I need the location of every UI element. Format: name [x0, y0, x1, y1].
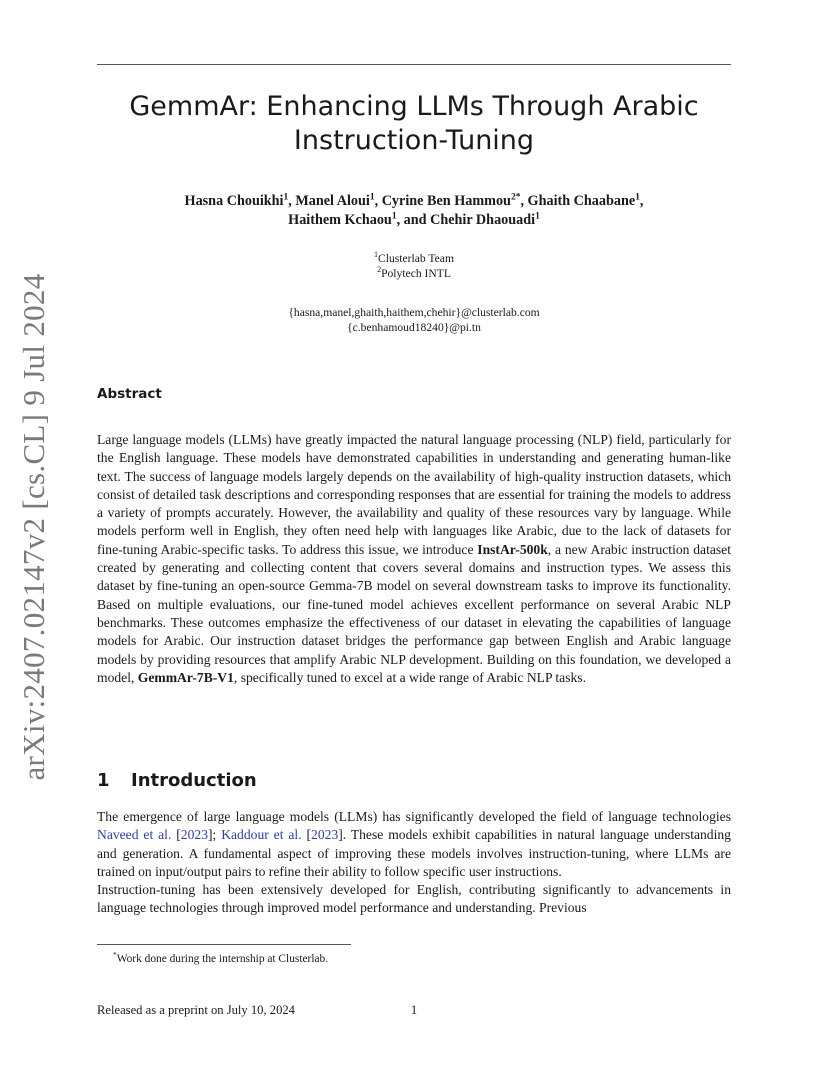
paper-title-text: GemmAr: Enhancing LLMs Through Arabic Instruction-Tuning: [129, 91, 699, 156]
author-name: Ghaith Chaabane: [527, 193, 636, 209]
citation-naveed[interactable]: Naveed et al.: [97, 827, 172, 843]
abstract-text-3: , specifically tuned to excel at a wide range of Arabic NLP tasks.: [233, 669, 586, 685]
author-separator: , and: [396, 212, 431, 228]
email-line-1: {hasna,manel,ghaith,haithem,chehir}@clusterlab.com: [288, 306, 540, 319]
affiliation-line: [97, 264, 731, 282]
author-affiliation-mark: 1: [369, 192, 375, 203]
affiliation-number: 1: [374, 250, 379, 260]
citation-naveed-year[interactable]: 2023: [180, 827, 208, 843]
affiliation-name: Clusterlab Team: [378, 252, 454, 265]
section-heading-introduction: [97, 770, 257, 791]
author-list: [97, 192, 731, 230]
author-name: Manel Aloui: [295, 193, 370, 209]
intro-paragraph-2: Instruction-tuning has been extensively developed for English, contributing significantly to advancements in language technologies through improved model performance and understanding. Previous: [97, 882, 731, 916]
arxiv-side-label: [16, 273, 51, 781]
abstract-body: [97, 431, 731, 687]
citation-kaddour[interactable]: Kaddour et al.: [221, 827, 302, 843]
section-title: Introduction: [131, 770, 257, 791]
introduction-body: [97, 808, 731, 918]
affiliation-line: [97, 252, 731, 267]
intro-text-1: The emergence of large language models (LLMs) has significantly developed the field of language technologies: [97, 809, 731, 824]
author-name: Cyrine Ben Hammou: [381, 193, 511, 209]
footnote-rule: [97, 944, 351, 945]
author-affiliation-mark: 1: [283, 192, 289, 203]
author-separator: ,: [639, 193, 644, 209]
author-separator: ,: [520, 193, 528, 209]
abstract-text-2: , a new Arabic instruction dataset created by generating and collecting content that covers several domains and instruction types. We assess this dataset by fine-tuning an open-source Gemma-7B model on several downstream tasks to improve its functionality. Based on multiple evaluations, our fine-tuned model achieves excellent performance on several Arabic NLP benchmarks. These outcomes emphasize the effectiveness of our dataset in elevating the capabilities of language models for Arabic. Our instruction dataset bridges the performance gap between English and Arabic language models by providing resources that amplify Arabic NLP development. Building on this foundation, we developed a model,: [97, 541, 731, 685]
author-name: Chehir Dhaouadi: [430, 212, 536, 228]
footnote-mark: *: [113, 950, 117, 959]
email-line-2: {c.benhamoud18240}@pi.tn: [347, 320, 481, 334]
page-number: 1: [410, 1003, 418, 1017]
paper-title: [97, 90, 731, 158]
author-separator: ,: [288, 193, 296, 209]
model-name: GemmAr-7B-V1: [137, 669, 234, 685]
author-separator: ,: [374, 193, 382, 209]
emails: [97, 306, 731, 335]
author-affiliation-mark: 1: [391, 211, 397, 222]
preprint-note: Released as a preprint on July 10, 2024: [97, 1003, 295, 1017]
section-number: 1: [97, 770, 110, 791]
affiliation-name: Polytech INTL: [381, 266, 451, 280]
author-name: Haithem Kchaou: [288, 212, 392, 228]
affiliations: [97, 252, 731, 281]
citation-kaddour-year[interactable]: 2023: [311, 827, 339, 843]
header-rule: [97, 64, 731, 65]
arxiv-id: arXiv:2407.02147v2 [cs.CL] 9 Jul 2024: [16, 273, 51, 781]
footnote: [113, 948, 328, 966]
footnote-text: Work done during the internship at Clusterlab.: [116, 952, 329, 965]
affiliation-number: 2: [377, 264, 382, 274]
author-affiliation-mark: 1: [635, 192, 640, 203]
abstract-text-1: Large language models (LLMs) have greatly impacted the natural language processing (NLP) field, particularly for the English language. These models have demonstrated capabilities in understanding and generating human-like text. The success of language models largely depends on the availability of high-quality instruction datasets, which consist of detailed task descriptions and corresponding responses that are essential for training the models to address a variety of prompts accurately. However, the availability and quality of these resources vary by language. While models perform well in English, they often need help with languages like Arabic, due to the lack of datasets for fine-tuning Arabic-specific tasks. To address this issue, we introduce: [97, 432, 731, 557]
dataset-name: InstAr-500k: [477, 541, 548, 557]
author-name: Hasna Chouikhi: [184, 193, 284, 209]
intro-paragraph-1: The emergence of large language models (LLMs) has significantly developed the field of language technologies Naveed et al. [2023]; Kaddour et al. [2023]. These models exhibit capabilities in natural language understanding and generation. A fundamental aspect of improving these models involves instruction-tuning, where LLMs are trained on input/output pairs to refine their ability to follow specific user instructions.: [97, 809, 731, 879]
abstract-heading: Abstract: [97, 386, 162, 402]
author-affiliation-mark: 1: [535, 211, 540, 222]
intro-text-2: . These models exhibit capabilities in natural language understanding and generation. A fundamental aspect of improving these models involves instruction-tuning, where LLMs are trained on input/output pairs to refine their ability to follow specific user instructions.: [97, 827, 731, 879]
author-affiliation-mark: 2*: [510, 192, 521, 203]
